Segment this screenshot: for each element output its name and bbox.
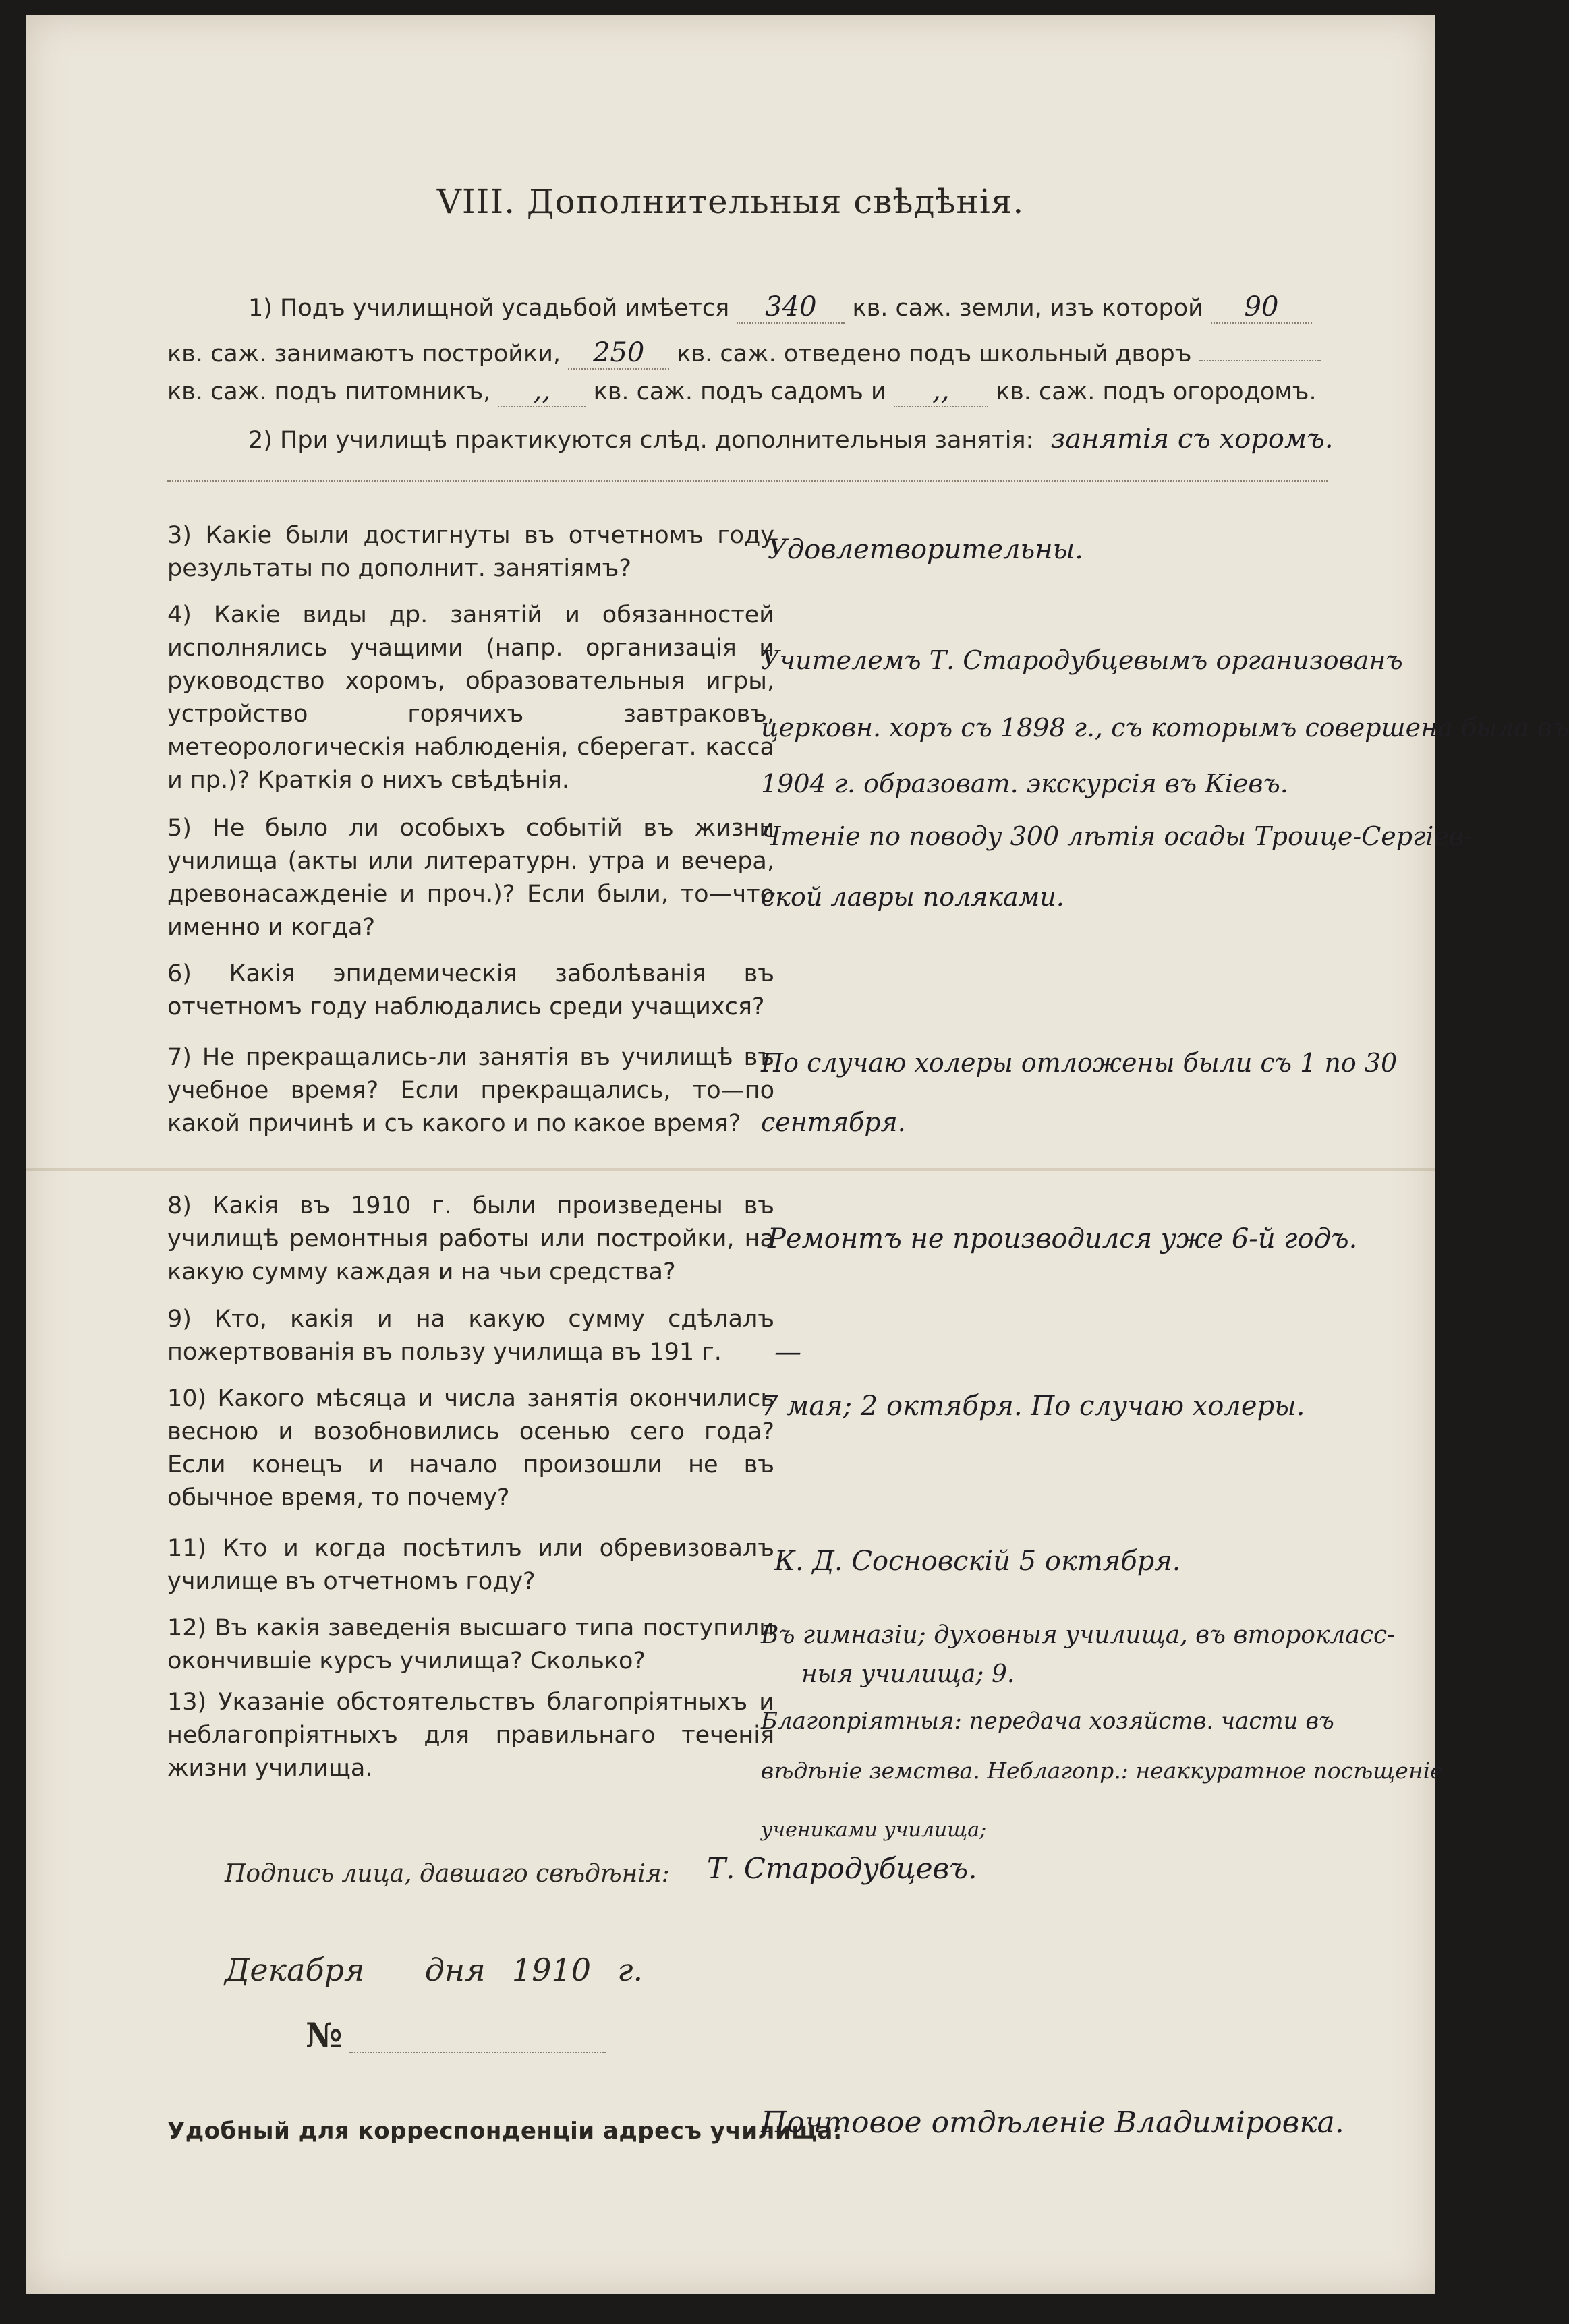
question-12: 12) Въ какія заведенія высшаго типа поступили окончившіе курсъ училища? Сколько? — [167, 1615, 774, 1675]
item1-line1: 1) Подъ училищной усадьбой имѣется 340 кв. саж. земли, изъ которой 90 — [248, 291, 1312, 324]
address-value: Почтовое отдѣленіе Владиміровка. — [761, 2105, 1344, 2140]
item1-line3: кв. саж. подъ питомникъ, ,, кв. саж. подъ садомъ и ,, кв. саж. подъ огородомъ. — [167, 375, 1317, 406]
date-line: Декабря дня 1910 г. — [225, 1952, 644, 1988]
answer-4-line-2: церковн. хоръ съ 1898 г., съ которымъ совершена была въ — [761, 713, 1569, 743]
answer-5-line-1: Чтеніе по поводу 300 лѣтія осады Троице-Сергіев- — [761, 821, 1473, 851]
answer-12-line-1: Въ гимназіи; духовныя училища, въ второкласс- — [761, 1621, 1396, 1649]
question-13: 13) Указаніе обстоятельствъ благопріятныхъ и неблагопріятныхъ для правильнаго теченія жизни училища. — [167, 1689, 774, 1782]
signature-value: Т. Стародубцевъ. — [707, 1852, 977, 1885]
field-land-total: 340 — [737, 291, 845, 324]
paper-fold — [26, 1168, 1435, 1171]
answer-7-line-2: сентября. — [761, 1107, 906, 1137]
field-yard: 250 — [568, 337, 669, 370]
answer-12-line-2: ныя училища; 9. — [801, 1660, 1015, 1688]
answer-11-line-1: К. Д. Сосновскій 5 октября. — [774, 1546, 1181, 1577]
answer-8-line-1: Ремонтъ не производился уже 6-й годъ. — [768, 1223, 1358, 1254]
answer-13-line-1: Благопріятныя: передача хозяйств. части въ — [761, 1708, 1334, 1735]
question-3: 3) Какіе были достигнуты въ отчетномъ году результаты по дополнит. занятіямъ? — [167, 522, 774, 582]
question-8: 8) Какія въ 1910 г. были произведены въ училищѣ ремонтныя работы или постройки, на какую сумму каждая и на чьи средства? — [167, 1192, 774, 1285]
answer-10-line-1: 7 мая; 2 октября. По случаю холеры. — [761, 1391, 1305, 1422]
answer-3-line-1: Удовлетворительны. — [768, 534, 1083, 565]
item2-blank-line — [167, 480, 1328, 482]
answer-13-line-3: учениками училища; — [761, 1818, 987, 1842]
field-nursery: ,, — [498, 375, 586, 407]
question-6: 6) Какія эпидемическія заболѣванія въ отчетномъ году наблюдались среди учащихся? — [167, 960, 774, 1020]
question-9: 9) Кто, какія и на какую сумму сдѣлалъ пожертвованія въ пользу училища въ 191 г. — [167, 1306, 774, 1366]
item2-line: 2) При училищѣ практикуются слѣд. дополнительныя занятія: занятія съ хоромъ. — [248, 424, 1334, 455]
answer-5-line-2: ской лавры поляками. — [761, 882, 1064, 912]
document-page — [26, 15, 1569, 2294]
field-garden: ,, — [894, 375, 988, 407]
question-4: 4) Какіе виды др. занятій и обязанностей исполнялись учащими (напр. организація и руководство хоромъ, образовательныя игры, устройство горячихъ завтраковъ, метеорологическія наблюденія, сберегат. касса и пр.)? Краткія о нихъ свѣдѣнія. — [167, 602, 774, 794]
field-buildings: 90 — [1211, 291, 1312, 324]
question-11: 11) Кто и когда посѣтилъ или обревизовалъ училище въ отчетномъ году? — [167, 1535, 774, 1595]
section-title: VIII. Дополнительныя свѣдѣнія. — [436, 182, 1025, 221]
address-label: Удобный для корреспонденціи адресъ училища: — [167, 2118, 843, 2145]
question-7: 7) Не прекращались-ли занятія въ училищѣ въ учебное время? Если прекращались, то—по какой причинѣ и съ какого и по какое время? — [167, 1044, 774, 1137]
answer-4-line-3: 1904 г. образоват. экскурсія въ Кіевъ. — [761, 769, 1288, 798]
question-10: 10) Какого мѣсяца и числа занятія окончились весною и возобновились осенью сего года? Если конецъ и начало произошли не въ обычное время, то почему? — [167, 1385, 774, 1511]
answer-13-line-2: вѣдѣніе земства. Неблагопр.: неаккуратное посѣщеніе — [761, 1757, 1444, 1784]
number-blank — [349, 2052, 606, 2053]
answer-7-line-1: По случаю холеры отложены были съ 1 по 30 — [761, 1048, 1398, 1078]
signature-label: Подпись лица, давшаго свѣдѣнія: — [225, 1860, 670, 1888]
answer-9-line-1: — — [774, 1337, 801, 1368]
question-5: 5) Не было ли особыхъ событій въ жизни училища (акты или литературн. утра и вечера, древонасажденіе и проч.)? Если были, то—что именно и когда? — [167, 815, 774, 941]
answer-4-line-1: Учителемъ Т. Стародубцевымъ организованъ — [761, 645, 1403, 675]
item2-answer: занятія съ хоромъ. — [1050, 424, 1334, 455]
field-yard-extra — [1199, 333, 1321, 361]
number-label: № — [306, 2015, 343, 2055]
item1-line2: кв. саж. занимаютъ постройки, 250 кв. саж. отведено подъ школьный дворъ — [167, 333, 1321, 370]
